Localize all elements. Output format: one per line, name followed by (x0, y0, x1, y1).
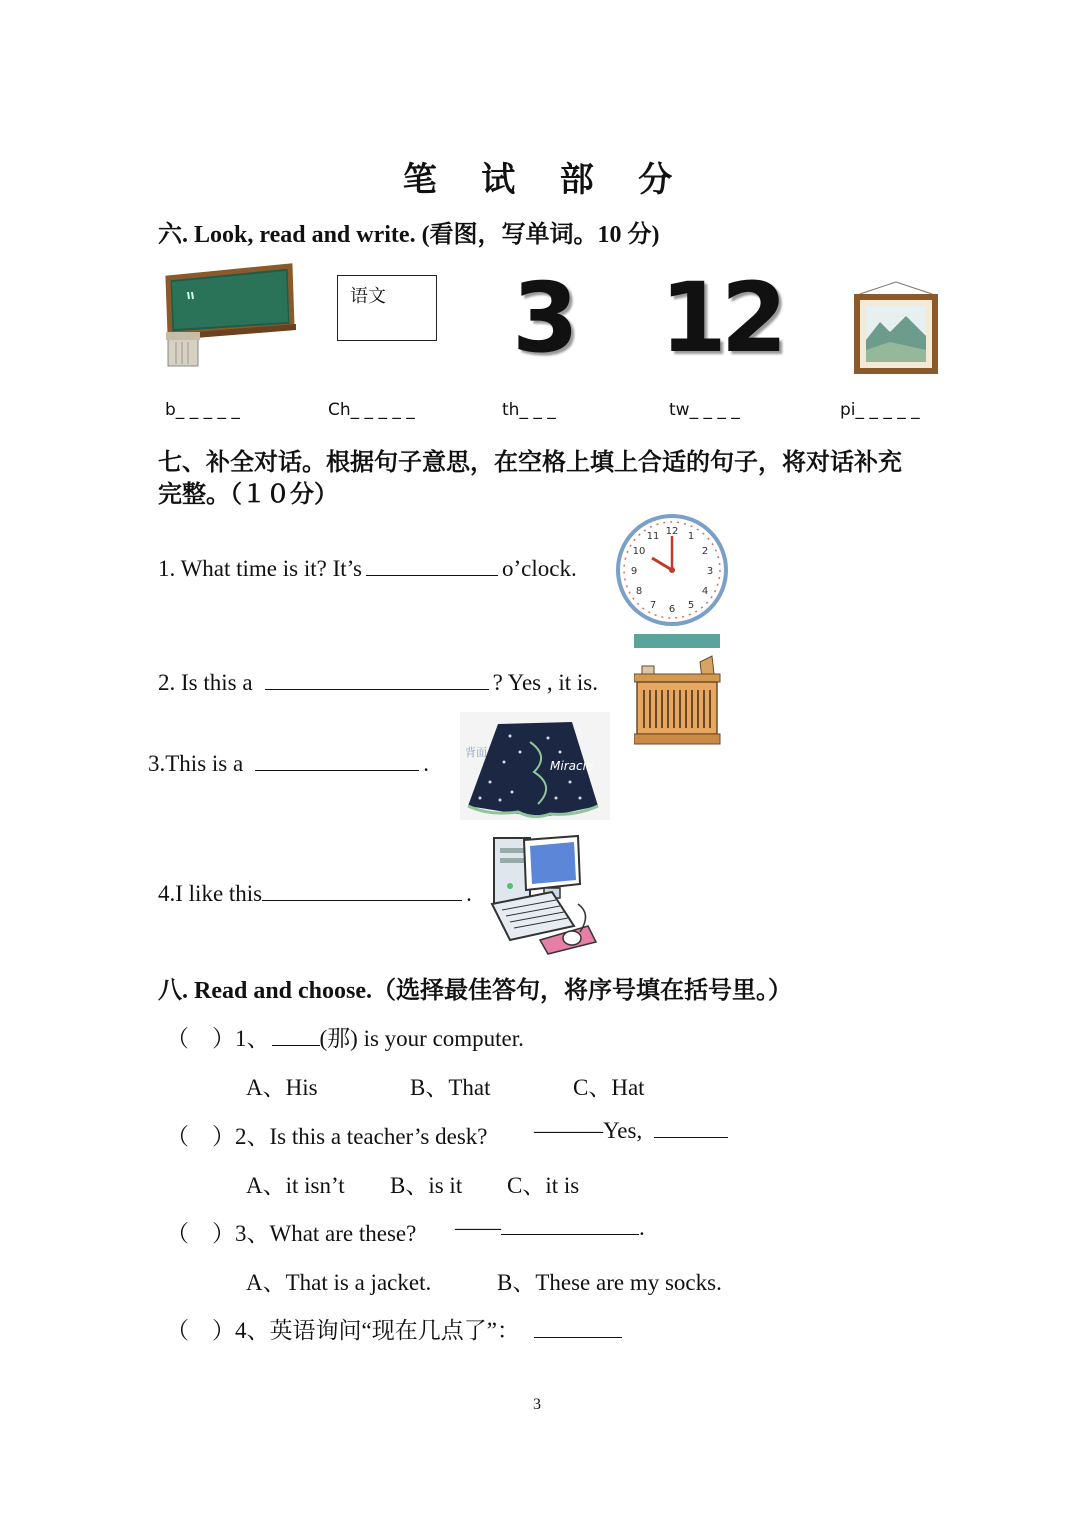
choice-3-option-b[interactable]: B、These are my socks. (497, 1270, 722, 1295)
question-1-text: 1. What time is it? It’s (158, 556, 362, 581)
clock-numeral-2: 2 (701, 546, 709, 557)
clock-icon (614, 512, 730, 628)
clock-numeral-12: 12 (665, 526, 679, 537)
section-six-heading: 六. Look, read and write. (看图，写单词。10 分) (158, 222, 660, 248)
choice-1-option-b[interactable]: B、That (410, 1075, 491, 1100)
choice-2-option-c[interactable]: C、it is (507, 1173, 580, 1198)
choice-question-4-blank[interactable] (534, 1336, 622, 1338)
dialogue-question-1 (158, 556, 577, 582)
question-1-suffix: o’clock. (502, 556, 577, 581)
question-3-text: 3.This is a (148, 751, 244, 776)
picture-frame-icon (850, 280, 942, 378)
clock-numeral-10: 10 (632, 546, 646, 557)
choice-question-3: （ ）3、What are these? (166, 1221, 417, 1246)
computer-icon (488, 834, 600, 956)
question-4-suffix: . (466, 881, 472, 906)
skirt-brand-text: Miracle (550, 759, 594, 773)
chinese-subject-box (337, 275, 437, 341)
question-4-blank[interactable] (262, 899, 462, 901)
word-blank-3: th_ _ _ (502, 400, 556, 420)
number-twelve-picture: 12 (660, 262, 782, 374)
word-blank-2: Ch_ _ _ _ _ (328, 400, 415, 420)
choice-1-option-c[interactable]: C、Hat (573, 1075, 645, 1100)
clock-numeral-3: 3 (706, 566, 714, 577)
choice-question-1-text: (那) is your computer. (319, 1026, 524, 1051)
chinese-subject-label: 语文 (350, 286, 386, 307)
choice-question-3-blank[interactable] (501, 1233, 639, 1235)
word-blank-1: b_ _ _ _ _ (165, 400, 240, 420)
choice-question-2-blank[interactable] (654, 1136, 728, 1138)
question-2-text: 2. Is this a (158, 670, 253, 695)
teacher-desk-icon (634, 634, 722, 746)
question-4-text: 4.I like this (158, 881, 263, 906)
choice-question-1-number: （ ）1、 (166, 1026, 270, 1051)
dialogue-question-3 (148, 751, 429, 777)
choice-question-4-text: （ ）4、英语询问“现在几点了”： (166, 1318, 520, 1343)
word-blank-5: pi_ _ _ _ _ (840, 400, 920, 420)
clock-numeral-1: 1 (687, 531, 695, 542)
choice-question-2-answer (534, 1118, 732, 1144)
section-eight-heading: 八. Read and choose.（选择最佳答句，将序号填在括号里。） (158, 978, 793, 1004)
section-seven-heading-line1: 七、补全对话。根据句子意思，在空格上填上合适的句子，将对话补充 (158, 450, 902, 476)
choice-question-2: （ ）2、Is this a teacher’s desk? (166, 1124, 488, 1149)
clock-numeral-4: 4 (701, 586, 709, 597)
choice-question-3-end: . (639, 1215, 645, 1240)
question-3-blank[interactable] (255, 769, 419, 771)
page-title: 笔 试 部 分 (402, 162, 691, 199)
dialogue-question-4 (158, 881, 472, 907)
clock-numeral-5: 5 (687, 600, 695, 611)
choice-question-2-answer-text: ———Yes, (534, 1118, 643, 1143)
section-seven-heading-line2: 完整。（１０分） (158, 482, 338, 508)
clock-numeral-7: 7 (649, 600, 657, 611)
blackboard-icon (162, 262, 296, 372)
clock-numeral-9: 9 (630, 566, 638, 577)
clock-numeral-6: 6 (668, 604, 676, 615)
clock-numeral-11: 11 (646, 531, 660, 542)
number-three-picture: 3 (512, 262, 579, 374)
choice-2-option-a[interactable]: A、it isn’t (246, 1173, 345, 1198)
choice-question-3-answer (455, 1215, 645, 1241)
skirt-side-text: 背面 (465, 746, 487, 759)
choice-question-4 (166, 1312, 626, 1345)
choice-1-option-a[interactable]: A、His (246, 1075, 318, 1100)
question-2-blank[interactable] (265, 688, 489, 690)
choice-question-1 (166, 1020, 524, 1053)
choice-question-1-blank[interactable] (272, 1044, 320, 1046)
question-3-suffix: . (423, 751, 429, 776)
skirt-icon (460, 712, 610, 820)
choice-2-option-b[interactable]: B、is it (390, 1173, 463, 1198)
question-2-suffix: ? Yes , it is. (492, 670, 599, 695)
dialogue-question-2 (158, 670, 598, 696)
page-number: 3 (533, 1396, 541, 1413)
choice-3-option-a[interactable]: A、That is a jacket. (246, 1270, 432, 1295)
clock-numeral-8: 8 (635, 586, 643, 597)
choice-question-3-dash: —— (455, 1215, 501, 1240)
question-1-blank[interactable] (366, 574, 498, 576)
word-blank-4: tw_ _ _ _ (669, 400, 740, 420)
